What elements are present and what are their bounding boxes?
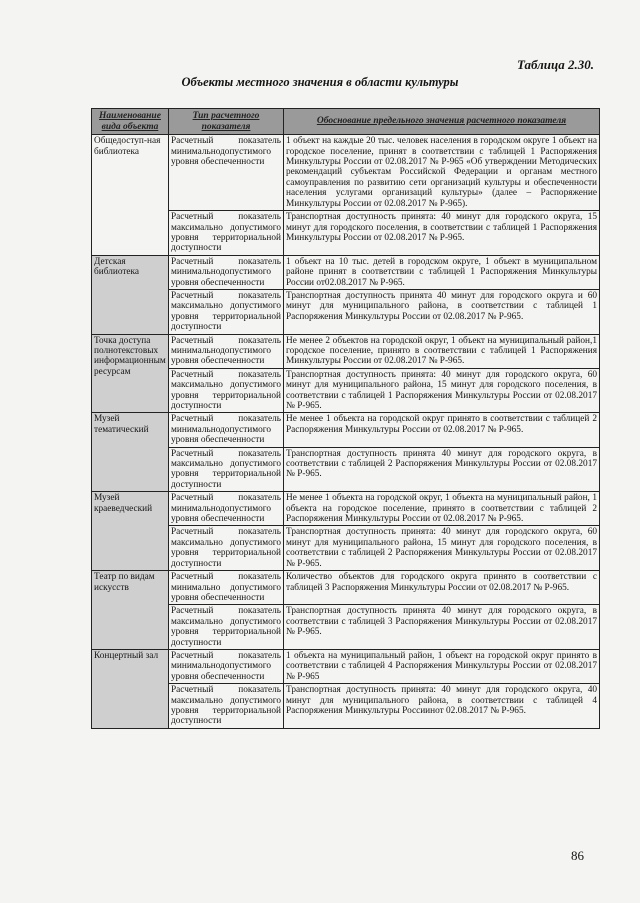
table-row — [92, 413, 600, 447]
header-object-name: Наименование вида объекта — [92, 109, 169, 135]
indicator-type-cell: Расчетный показатель минимальнодопустимого уровня обеспеченности — [169, 334, 284, 368]
table-row — [92, 526, 600, 571]
object-name-cell: Музей краеведческий — [92, 492, 169, 571]
justification-cell: Транспортная доступность принята: 40 минут для городского округа, 40 минут для муниципального района, в соответствии с таблицей 4 Распоряжения Минкультуры Россиинот 02.08.2017 № Р-965. — [284, 684, 600, 729]
table-row — [92, 649, 600, 683]
justification-cell: 1 объекта на муниципальный район, 1 объект на городской округ принято в соответствии с таблицей 4 Распоряжения Минкультуры России от 02.08.2017 № Р-965 — [284, 649, 600, 683]
justification-cell: Транспортная доступность принята 40 минут для городского округа, в соответствии с таблицей 2 Распоряжения Минкультуры России от 02.08.2017 № Р-965. — [284, 447, 600, 492]
justification-cell: Количество объектов для городского округа принято в соответствии с таблицей 3 Распоряжения Минкультуры России от 02.08.2017 № Р-965. — [284, 571, 600, 605]
indicator-type-cell: Расчетный показатель минимальнодопустимого уровня обеспеченности — [169, 492, 284, 526]
page-number: 86 — [571, 848, 584, 863]
justification-cell: Транспортная доступность принята: 40 минут для городского округа, 15 минут для городского поселения, в соответствии с таблицей 1 Распоряжения Минкультуры России от 02.08.2017 № Р-965. — [284, 211, 600, 256]
justification-cell: Не менее 2 объектов на городской округ, 1 объект на муниципальный район,1 городское поселение, принято в соответствии с таблицей 1 Распоряжения Минкультуры России от 02.08.2017 № Р-965. — [284, 334, 600, 368]
table-row — [92, 368, 600, 413]
header-justification: Обоснование предельного значения расчетного показателя — [284, 109, 600, 135]
indicator-type-cell: Расчетный показатель минимальнодопустимого уровня обеспеченности — [169, 649, 284, 683]
justification-cell: Транспортная доступность принята 40 минут для городского округа и 60 минут для муниципального района, в соответствии с таблицей 1 Распоряжения Минкультуры России от 02.08.2017 № Р-965. — [284, 289, 600, 334]
justification-cell: 1 объект на 10 тыс. детей в городском округе, 1 объект в муниципальном районе принят в соответствии с таблицей 1 Распоряжения Минкультуры России от02.08.2017 № Р-965. — [284, 255, 600, 289]
object-name-cell: Общедоступ-ная библиотека — [92, 135, 169, 255]
justification-cell: 1 объект на каждые 20 тыс. человек населения в городском округе 1 объект на городское поселение, принят в соответствии с таблицей 1 Распоряжения Минкультуры России от 02.08.2017 № Р-965 «Об утверждении Методических рекомендаций субъектам Российской Федерации и органам местного самоуправления по развитию сети организаций культуры и обеспеченности населения услугами организаций культуры» (далее – Распоряжение Минкультуры России от 02.08.2017 № Р-965). — [284, 135, 600, 211]
indicator-type-cell: Расчетный показатель максимально допустимого уровня территориальной доступности — [169, 526, 284, 571]
table-row — [92, 605, 600, 650]
object-name-cell: Точка доступа полнотекстовых информационным ресурсам — [92, 334, 169, 413]
indicator-type-cell: Расчетный показатель минимальнодопустимого уровня обеспеченности — [169, 135, 284, 211]
table-title: Объекты местного значения в области культуры — [181, 75, 459, 89]
table-row — [92, 289, 600, 334]
object-name-cell: Театр по видам искусств — [92, 571, 169, 650]
table-row — [92, 255, 600, 289]
indicator-type-cell: Расчетный показатель максимально допустимого уровня территориальной доступности — [169, 368, 284, 413]
object-name-cell: Концертный зал — [92, 649, 169, 728]
justification-cell: Не менее 1 объекта на городской округ, 1 объекта на муниципальный район, 1 объекта на городское поселение, принято в соответствии с таблицей 2 Распоряжения Минкультуры России от 02.08.2017 № Р-965. — [284, 492, 600, 526]
indicator-type-cell: Расчетный показатель максимально допустимого уровня территориальной доступности — [169, 211, 284, 256]
indicator-type-cell: Расчетный показатель максимально допустимого уровня территориальной доступности — [169, 605, 284, 650]
table-row — [92, 684, 600, 729]
indicator-type-cell: Расчетный показатель максимально допустимого уровня территориальной доступности — [169, 684, 284, 729]
justification-cell: Не менее 1 объекта на городской округ принято в соответствии с таблицей 2 Распоряжения Минкультуры России от 02.08.2017 № Р-965. — [284, 413, 600, 447]
object-name-cell: Детская библиотека — [92, 255, 169, 334]
table-number: Таблица 2.30. — [516, 57, 594, 72]
culture-objects-table — [91, 108, 600, 729]
indicator-type-cell: Расчетный показатель максимально допустимого уровня территориальной доступности — [169, 447, 284, 492]
table-row — [92, 492, 600, 526]
table-row — [92, 135, 600, 211]
indicator-type-cell: Расчетный показатель минимальнодопустимого уровня обеспеченности — [169, 255, 284, 289]
table-row — [92, 211, 600, 256]
justification-cell: Транспортная доступность принята: 40 минут для городского округа, 60 минут для муниципального района, 15 минут для городского поселения, в соответствии с таблицей 2 Распоряжения Минкультуры России от 02.08.2017 № Р-965. — [284, 526, 600, 571]
object-name-cell: Музей тематический — [92, 413, 169, 492]
table-row — [92, 334, 600, 368]
table-row — [92, 571, 600, 605]
indicator-type-cell: Расчетный показатель минимально допустимого уровня обеспеченности — [169, 571, 284, 605]
justification-cell: Транспортная доступность принята 40 минут для городского округа, в соответствии с таблицей 3 Распоряжения Минкультуры России от 02.08.2017 № Р-965. — [284, 605, 600, 650]
indicator-type-cell: Расчетный показатель максимально допустимого уровня территориальной доступности — [169, 289, 284, 334]
justification-cell: Транспортная доступность принята: 40 минут для городского округа, 60 минут для муниципального района, 15 минут для городского поселения, в соответствии с таблицей 1 Распоряжения Минкультуры России от 02.08.2017 № Р-965. — [284, 368, 600, 413]
indicator-type-cell: Расчетный показатель минимальнодопустимого уровня обеспеченности — [169, 413, 284, 447]
table-row — [92, 447, 600, 492]
table-header-row — [92, 109, 600, 135]
header-indicator-type: Тип расчетного показателя — [169, 109, 284, 135]
